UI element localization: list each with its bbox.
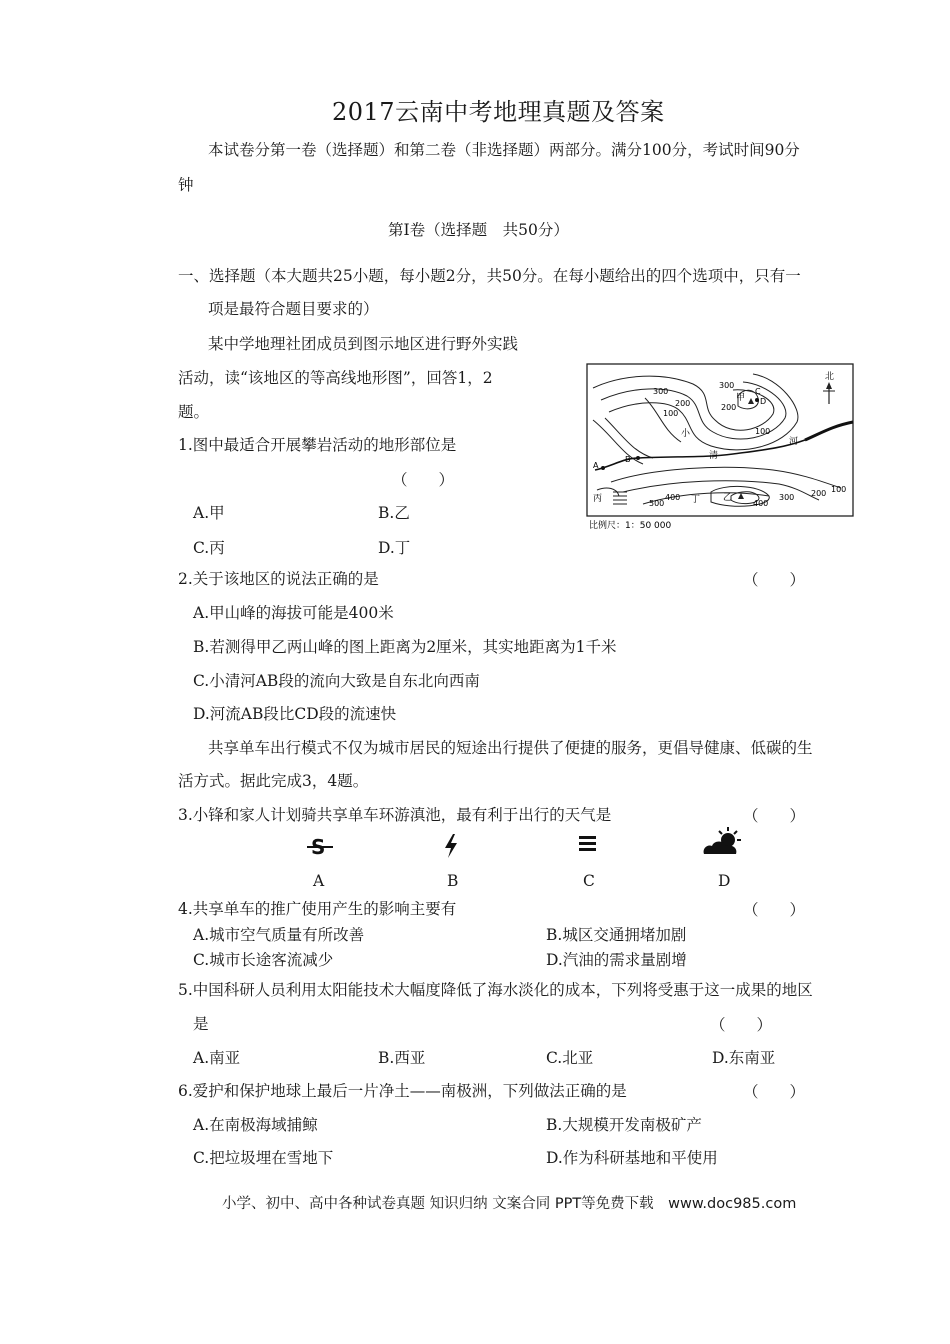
section-heading-line-2: 项是最符合题目要求的） xyxy=(208,300,379,318)
q4-option-a[interactable]: A.城市空气质量有所改善 xyxy=(193,926,365,944)
stem-q3-4-line-2: 活方式。据此完成3，4题。 xyxy=(178,772,369,790)
svg-text:S: S xyxy=(311,835,326,858)
svg-text:300: 300 xyxy=(653,387,669,396)
q3-option-c[interactable]: C xyxy=(583,872,595,890)
svg-text:300: 300 xyxy=(719,381,735,390)
section-heading-line-1: 一、选择题（本大题共25小题，每小题2分，共50分。在每小题给出的四个选项中，只有一 xyxy=(178,267,801,285)
map-scale: 比例尺：1：50 000 xyxy=(589,521,672,531)
q4-answer-paren[interactable]: （ ） xyxy=(743,901,806,919)
stem-q3-4-line-1: 共享单车出行模式不仅为城市居民的短途出行提供了便捷的服务，更倡导健康、低碳的生 xyxy=(208,739,813,757)
q2-option-a[interactable]: A.甲山峰的海拔可能是400米 xyxy=(193,604,394,622)
q6-option-c[interactable]: C.把垃圾埋在雪地下 xyxy=(193,1149,334,1167)
thunder-icon[interactable] xyxy=(441,832,461,860)
q1-option-d[interactable]: D.丁 xyxy=(378,539,411,557)
q6-answer-paren[interactable]: （ ） xyxy=(743,1083,806,1101)
q6-option-d[interactable]: D.作为科研基地和平使用 xyxy=(546,1149,718,1167)
fog-icon[interactable] xyxy=(577,834,599,854)
contour-map xyxy=(583,360,858,532)
svg-text:100: 100 xyxy=(663,409,679,418)
q5-option-b[interactable]: B.西亚 xyxy=(378,1049,426,1067)
q3-option-b[interactable]: B xyxy=(447,872,459,890)
q5-option-c[interactable]: C.北亚 xyxy=(546,1049,594,1067)
stem-q1-2-line-2: 活动，读“该地区的等高线地形图”，回答1，2 xyxy=(178,369,493,387)
q1-option-c[interactable]: C.丙 xyxy=(193,539,225,557)
svg-text:100: 100 xyxy=(755,427,771,436)
q3-option-d[interactable]: D xyxy=(718,872,731,890)
q3-option-a[interactable]: A xyxy=(313,872,325,890)
q4-option-c[interactable]: C.城市长途客流减少 xyxy=(193,951,334,969)
sandstorm-icon[interactable] xyxy=(305,834,335,858)
q5-option-d[interactable]: D.东南亚 xyxy=(712,1049,776,1067)
label-yi: 乙 xyxy=(723,493,733,503)
footer-link-text[interactable]: 小学、初中、高中各种试卷真题 知识归纳 文案合同 PPT等免费下载 www.doc985.com xyxy=(222,1196,797,1212)
q2-option-c[interactable]: C.小清河AB段的流向大致是自东北向西南 xyxy=(193,672,480,690)
label-C: C xyxy=(755,387,761,396)
label-A: A xyxy=(593,461,599,470)
q1-stem: 1.图中最适合开展攀岩活动的地形部位是 xyxy=(178,436,457,454)
label-xiao: 小 xyxy=(681,429,691,439)
q5-stem-2: 是 xyxy=(193,1015,209,1033)
q5-option-a[interactable]: A.南亚 xyxy=(193,1049,241,1067)
q2-stem: 2.关于该地区的说法正确的是 xyxy=(178,570,379,588)
label-D: D xyxy=(760,397,767,406)
q4-stem: 4.共享单车的推广使用产生的影响主要有 xyxy=(178,900,457,918)
page-title: 2017云南中考地理真题及答案 xyxy=(332,98,665,126)
part-title: 第Ⅰ卷（选择题 共50分） xyxy=(388,221,569,239)
label-bing: 丙 xyxy=(593,494,603,504)
q2-option-d[interactable]: D.河流AB段比CD段的流速快 xyxy=(193,705,397,723)
q4-option-d[interactable]: D.汽油的需求量剧增 xyxy=(546,951,687,969)
intro-line-2: 钟 xyxy=(178,176,194,194)
q6-option-a[interactable]: A.在南极海域捕鲸 xyxy=(193,1116,318,1134)
north-label: 北 xyxy=(825,372,835,382)
q1-answer-paren[interactable]: （ ） xyxy=(392,471,455,489)
label-ding: 丁 xyxy=(691,495,701,505)
svg-text:200: 200 xyxy=(675,399,691,408)
label-he: 河 xyxy=(789,437,799,447)
q5-stem: 5.中国科研人员利用太阳能技术大幅度降低了海水淡化的成本，下列将受惠于这一成果的地区 xyxy=(178,981,813,999)
label-jia: 甲 xyxy=(736,393,746,403)
svg-text:400: 400 xyxy=(753,499,769,508)
q1-option-a[interactable]: A.甲 xyxy=(193,504,225,522)
q2-option-b[interactable]: B.若测得甲乙两山峰的图上距离为2厘米，其实地距离为1千米 xyxy=(193,638,617,656)
q6-option-b[interactable]: B.大规模开发南极矿产 xyxy=(546,1116,702,1134)
svg-text:200: 200 xyxy=(811,489,827,498)
q3-stem: 3.小锋和家人计划骑共享单车环游滇池，最有利于出行的天气是 xyxy=(178,806,612,824)
q4-option-b[interactable]: B.城区交通拥堵加剧 xyxy=(546,926,687,944)
q3-answer-paren[interactable]: （ ） xyxy=(743,807,806,825)
intro-line-1: 本试卷分第一卷（选择题）和第二卷（非选择题）两部分。满分100分，考试时间90分 xyxy=(208,141,800,159)
svg-text:500: 500 xyxy=(649,499,665,508)
stem-q1-2-line-3: 题。 xyxy=(178,403,210,421)
stem-q1-2-line-1: 某中学地理社团成员到图示地区进行野外实践 xyxy=(208,335,519,353)
label-qing: 清 xyxy=(709,451,719,461)
q1-option-b[interactable]: B.乙 xyxy=(378,504,410,522)
q2-answer-paren[interactable]: （ ） xyxy=(743,571,806,589)
svg-text:300: 300 xyxy=(779,493,795,502)
svg-text:200: 200 xyxy=(721,403,737,412)
sunny-cloudy-icon[interactable] xyxy=(700,826,744,858)
q6-stem: 6.爱护和保护地球上最后一片净土——南极洲，下列做法正确的是 xyxy=(178,1082,627,1100)
svg-text:400: 400 xyxy=(665,493,681,502)
svg-text:100: 100 xyxy=(831,485,847,494)
q5-answer-paren[interactable]: （ ） xyxy=(710,1016,773,1034)
label-B: B xyxy=(625,455,631,464)
